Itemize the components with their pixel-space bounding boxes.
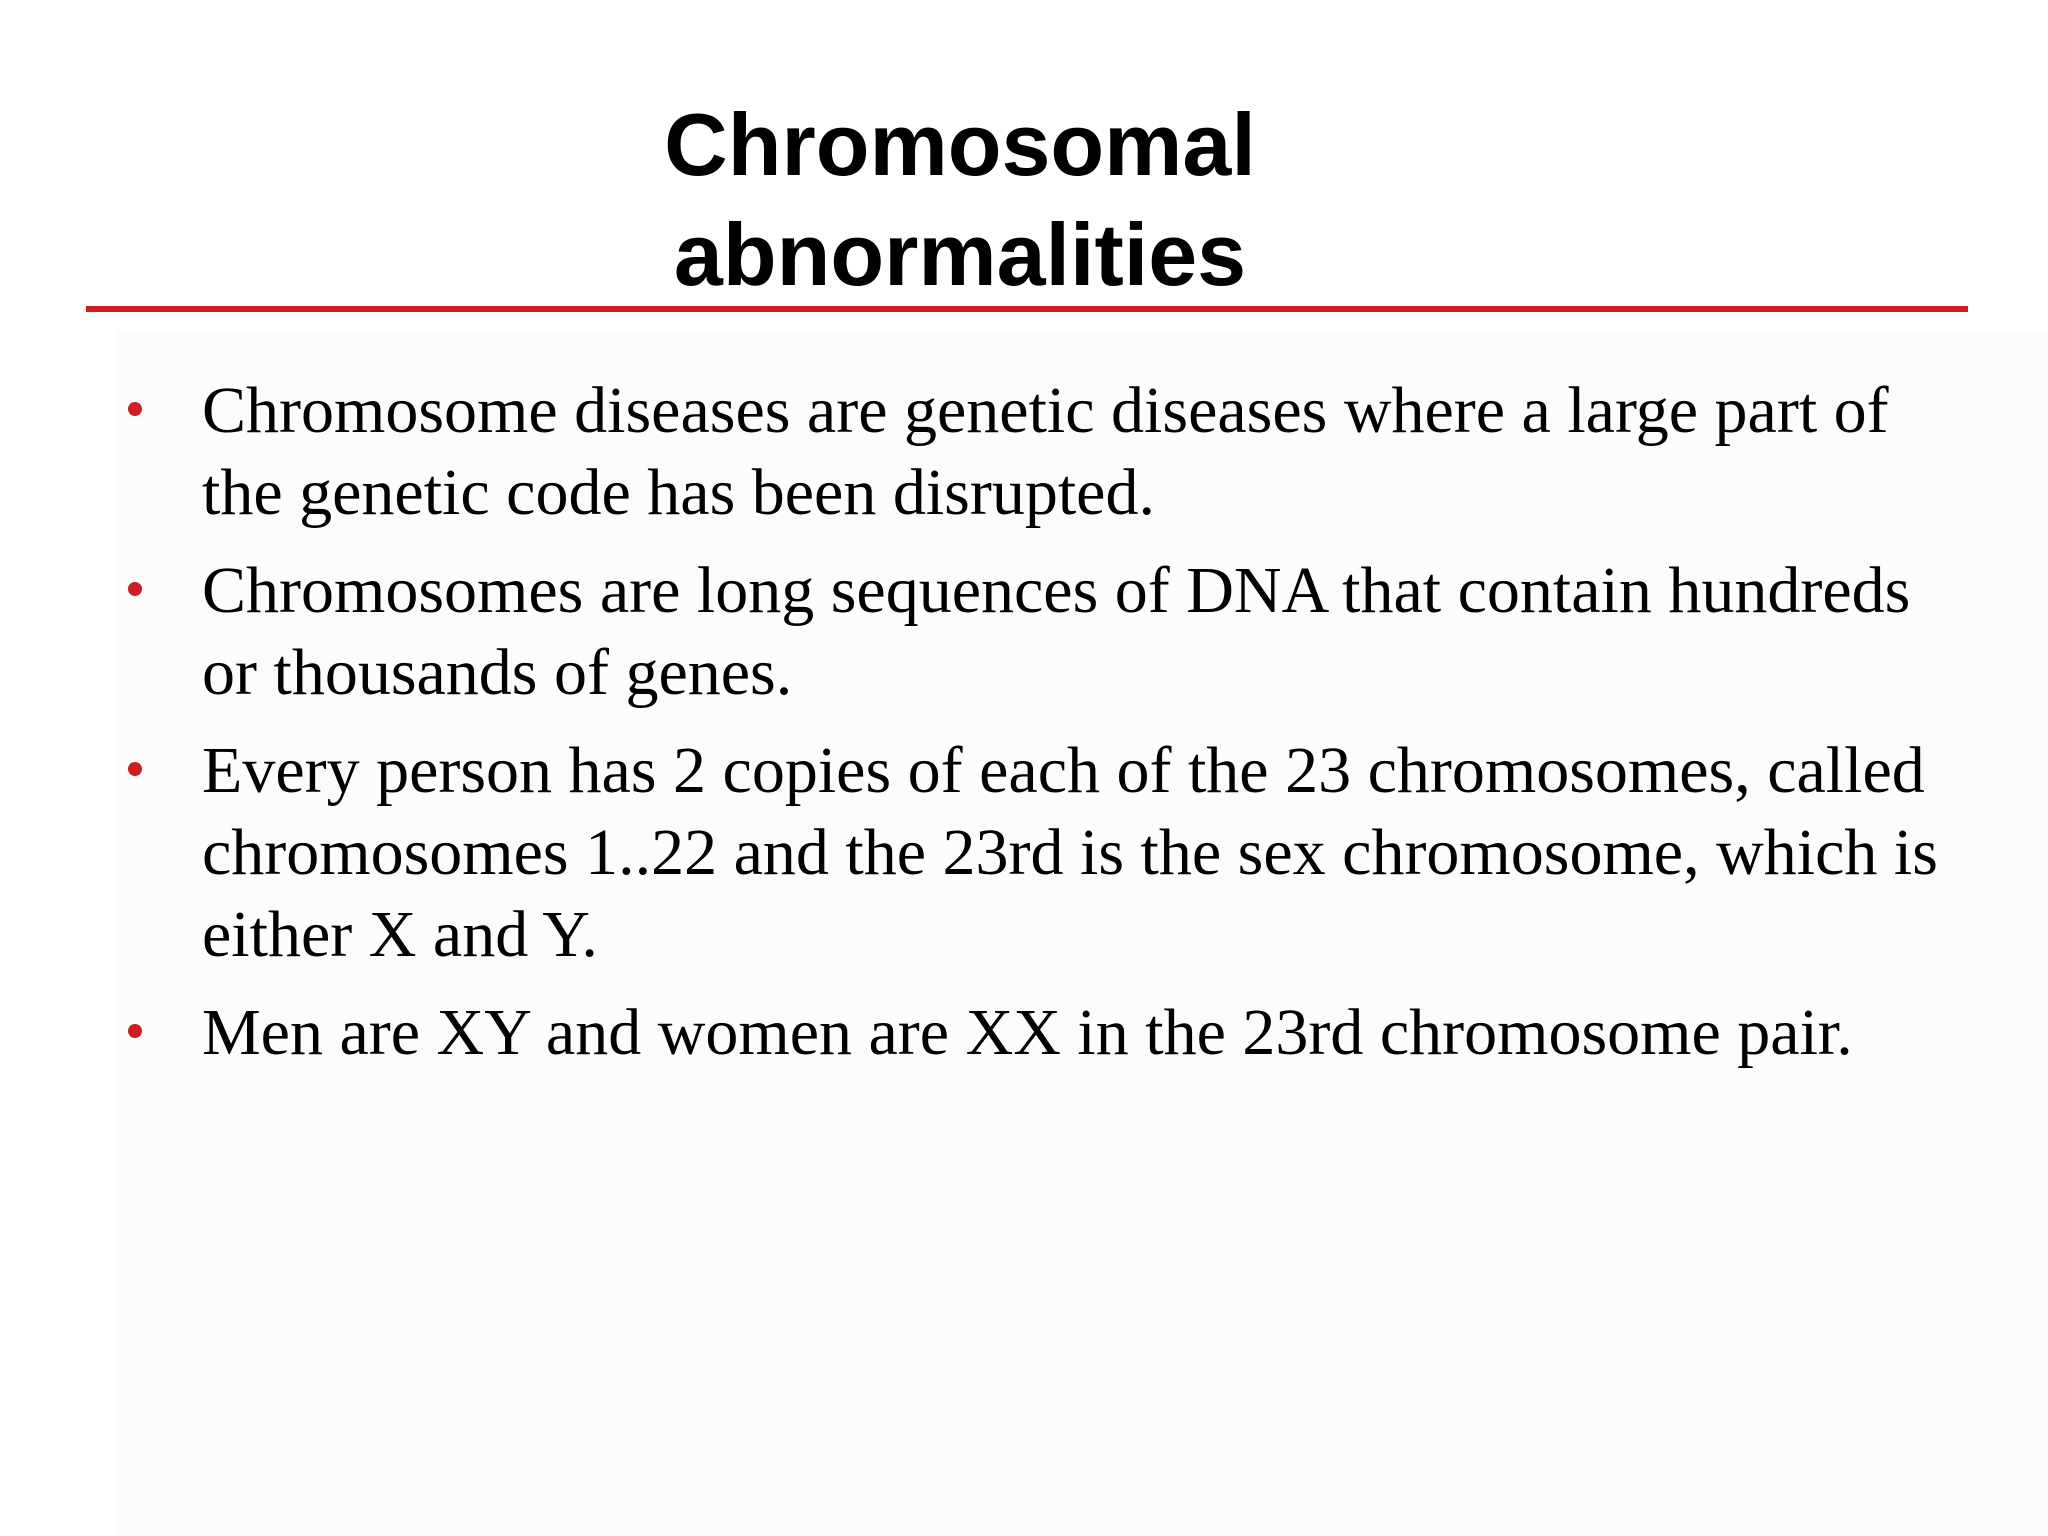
bullet-dot-icon <box>128 402 142 416</box>
bullet-list <box>120 370 1950 1090</box>
title-divider <box>86 306 1968 312</box>
slide-title-line-2: abnormalities <box>673 205 1247 304</box>
slide-title-line-1: Chromosomal <box>664 95 1256 194</box>
slide-title <box>560 90 1360 310</box>
bullet-text: Chromosome diseases are genetic diseases where a large part of the genetic code has been disrupted. <box>202 374 1889 529</box>
bullet-text: Men are XY and women are XX in the 23rd chromosome pair. <box>202 996 1853 1069</box>
bullet-item <box>120 730 1950 976</box>
bullet-text: Every person has 2 copies of each of the 23 chromosomes, called chromosomes 1..22 and the 23rd is the sex chromosome, which is either X and Y. <box>202 734 1938 971</box>
bullet-text: Chromosomes are long sequences of DNA that contain hundreds or thousands of genes. <box>202 554 1911 709</box>
bullet-item <box>120 550 1950 714</box>
bullet-item <box>120 370 1950 534</box>
bullet-dot-icon <box>128 582 142 596</box>
bullet-item <box>120 992 1950 1074</box>
bullet-dot-icon <box>128 762 142 776</box>
bullet-dot-icon <box>128 1024 142 1038</box>
